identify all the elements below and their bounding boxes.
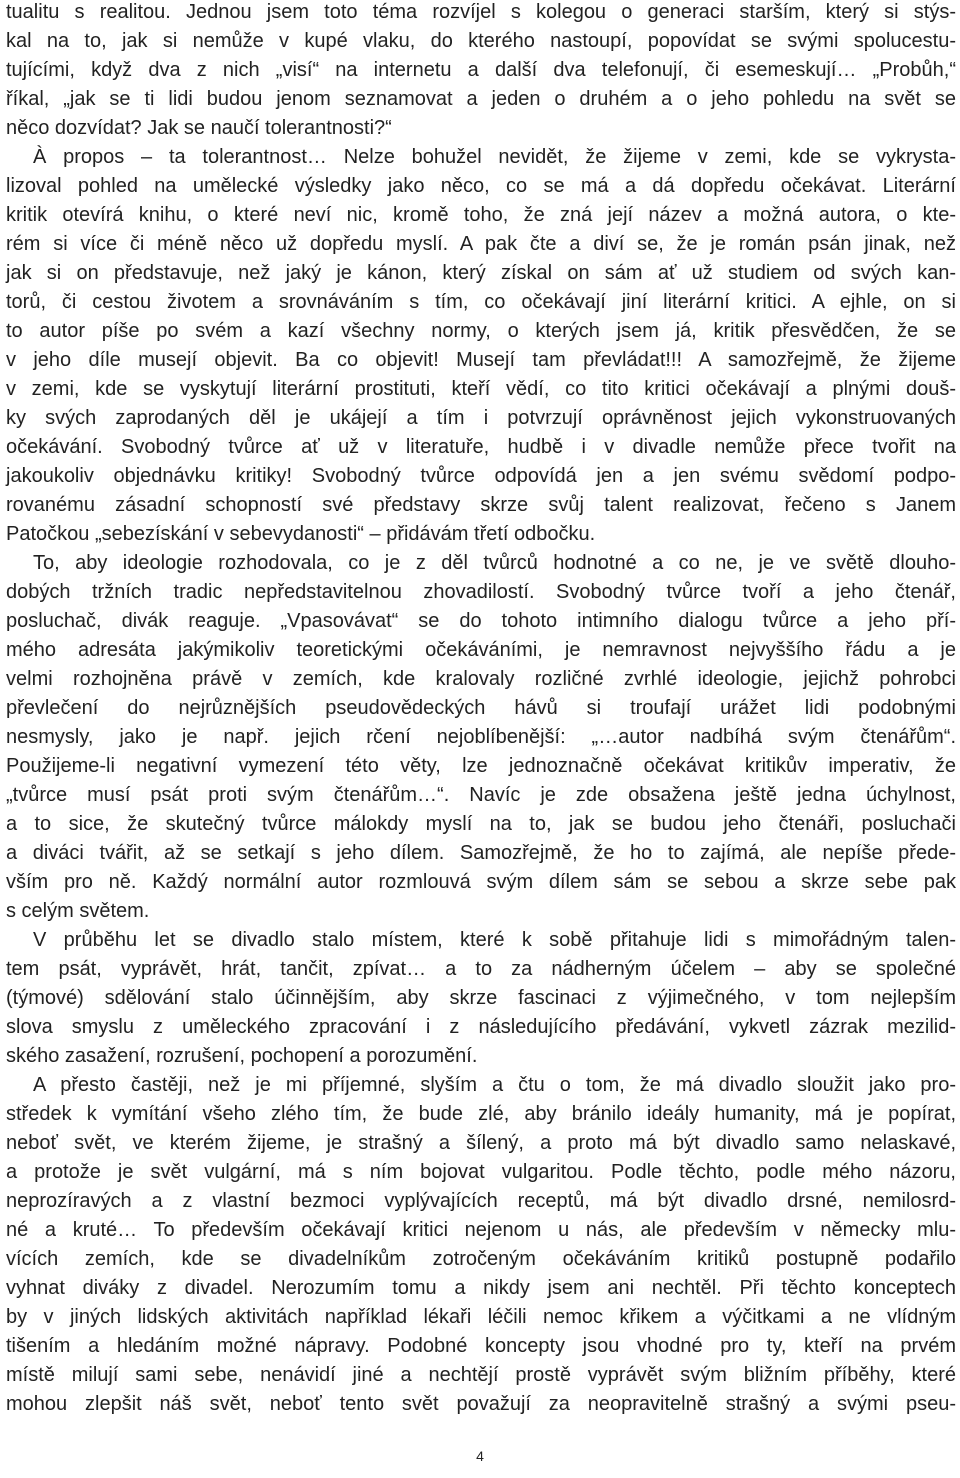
text-line: lizoval pohled na umělecké výsledky jako něco, co se má a dá dopředu očekávat. Literární bbox=[6, 175, 956, 197]
text-line: kritik otevírá knihu, o které neví nic, kromě toho, že zná její název a možná autora, o kte- bbox=[6, 204, 956, 226]
text-line: tišením a hledáním možné nápravy. Podobné koncepty jsou vhodné pro ty, kteří na prvém bbox=[6, 1335, 956, 1357]
text-line: vším pro ně. Každý normální autor rozmlouvá svým dílem sám se sebou a skrze sebe pak bbox=[6, 871, 956, 893]
text-line: tem psát, vyprávět, hrát, tančit, zpívat… a to za nádherným účelem – aby se společné bbox=[6, 958, 956, 980]
text-line: „tvůrce musí psát proti svým čtenářům…“. Navíc je zde obsažena ještě jedna úchylnost, bbox=[6, 784, 956, 806]
text-line: Použijeme-li negativní vymezení této věty, lze jednoznačně očekávat kritikův imperativ, že bbox=[6, 755, 956, 777]
text-line: neboť svět, ve kterém žijeme, je strašný a šílený, a proto má být divadlo samo nelaskavé, bbox=[6, 1132, 956, 1154]
text-line: místě milují sami sebe, nenávidí jiné a nechtějí prostě vyprávět svým bližním příběhy, které bbox=[6, 1364, 956, 1386]
paragraph-first-line: V průběhu let se divadlo stalo místem, které k sobě přitahuje lidi s mimořádným talen- bbox=[33, 929, 956, 951]
text-line: mohou zlepšit náš svět, neboť tento svět považují za neopravitelně strašný a svými pseu- bbox=[6, 1393, 956, 1415]
text-line: s celým světem. bbox=[6, 900, 150, 922]
text-line: slova smyslu z uměleckého zpracování i z následujícího předávání, vykvetl zázrak mezilid- bbox=[6, 1016, 956, 1038]
text-line: Patočkou „sebezískání v sebevydanosti“ – přidávám třetí odbočku. bbox=[6, 523, 596, 545]
text-line: by v jiných lidských aktivitách například lékaři léčili nemoc křikem a výčitkami a ne vlídným bbox=[6, 1306, 956, 1328]
text-line: ského zasažení, rozrušení, pochopení a porozumění. bbox=[6, 1045, 478, 1067]
text-line: a to sice, že skutečný tvůrce málokdy myslí na to, jak se budou jeho čtenáři, posluchači bbox=[6, 813, 956, 835]
text-line: převlečení do nejrůznějších pseudovědeckých hávů si troufají urážet lidi podobnými bbox=[6, 697, 956, 719]
text-line: torů, či cestou životem a srovnáváním s tím, co očekávají jiní literární kritici. A ejhle, on si bbox=[6, 291, 956, 313]
text-line: říkal, „jak se ti lidi budou jenom seznamovat a jeden o druhém a o jeho pohledu na svět se bbox=[6, 88, 956, 110]
text-line: vyhnat diváky z divadel. Nerozumím tomu a nikdy jsem ani nechtěl. Při těchto konceptech bbox=[6, 1277, 956, 1299]
text-line: v jeho díle musejí objevit. Ba co objevit! Musejí tam převládat!!! A samozřejmě, že žijeme bbox=[6, 349, 956, 371]
text-line: a protože je svět vulgární, má s ním bojovat vulgaritou. Podle těchto, podle mého názoru, bbox=[6, 1161, 956, 1183]
text-line: to autor píše po svém a kazí všechny normy, o kterých jsem já, kritik přesvědčen, že se bbox=[6, 320, 956, 342]
text-line: vících zemích, kde se divadelníkům zotročeným očekáváním kritiků postupně podařilo bbox=[6, 1248, 956, 1270]
text-line: posluchač, divák reaguje. „Vpasovávat“ se do tohoto intimního dialogu tvůrce a jeho pří- bbox=[6, 610, 956, 632]
text-line: jak si on představuje, než jaký je kánon, který získal on sám ať už studiem od svých kan- bbox=[6, 262, 956, 284]
paragraph-first-line: À propos – ta tolerantnost… Nelze bohužel nevidět, že žijeme v zemi, kde se vykrysta- bbox=[33, 146, 956, 168]
text-line: velmi rozhojněna právě v zemích, kde kralovaly rozličné zvrhlé ideologie, jejichž pohrobci bbox=[6, 668, 956, 690]
text-line: neprozíravých a z vlastní bezmoci vyplývajících receptů, má být divadlo drsné, nemilosrd- bbox=[6, 1190, 956, 1212]
text-line: né a kruté… To především očekávají kritici nejenom u nás, ale především v německy mlu- bbox=[6, 1219, 956, 1241]
text-line: v zemi, kde se vyskytují literární prostituti, kteří vědí, co tito kritici očekávají a plnými douš- bbox=[6, 378, 956, 400]
text-line: mého adresáta jakýmikoliv teoretickými očekáváními, je nemravnost nejvyššího řádu a je bbox=[6, 639, 956, 661]
text-line: (týmové) sdělování stalo účinnějším, aby skrze fascinaci z výjimečného, v tom nejlepším bbox=[6, 987, 956, 1009]
text-line: tujícími, když dva z nich „visí“ na internetu a další dva telefonují, či esemeskují… „Probůh,“ bbox=[6, 59, 956, 81]
text-line: nesmysly, jako je např. jejich rčení nejoblíbenější: „…autor nadbíhá svým čtenářům“. bbox=[6, 726, 956, 748]
paragraph-first-line: A přesto častěji, než je mi příjemné, slyším a čtu o tom, že má divadlo sloužit jako pro- bbox=[33, 1074, 956, 1096]
text-line: tualitu s realitou. Jednou jsem toto téma rozvíjel s kolegou o generaci starším, který si stýs- bbox=[6, 1, 956, 23]
text-line: ky svých zaprodaných děl je ukájejí a tím i potvrzují oprávněnost jejich vykonstruovaných bbox=[6, 407, 956, 429]
text-line: kal na to, jak si nemůže v kupé vlaku, do kterého nastoupí, popovídat se svými spolucestu- bbox=[6, 30, 956, 52]
text-line: a diváci tvářit, až se setkají s jeho dílem. Samozřejmě, že ho to zajímá, ale nepíše přede- bbox=[6, 842, 956, 864]
page-number: 4 bbox=[476, 1448, 484, 1464]
text-line: středek k vymítání všeho zlého tím, že bude zlé, aby bránilo ideály humanity, má je popírat, bbox=[6, 1103, 956, 1125]
text-line: dobých tržních tradic nepředstavitelnou zhovadilostí. Svobodný tvůrce tvoří a jeho čtenář, bbox=[6, 581, 956, 603]
text-line: očekávání. Svobodný tvůrce ať už v literatuře, hudbě i v divadle nemůže přece tvořit na bbox=[6, 436, 956, 458]
paragraph-first-line: To, aby ideologie rozhodovala, co je z děl tvůrců hodnotné a co ne, je ve světě dlouho- bbox=[33, 552, 956, 574]
text-line: rovanému zásadní schopností své představy skrze svůj talent realizovat, řečeno s Janem bbox=[6, 494, 956, 516]
text-line: rém si více či méně něco už dopředu myslí. A pak čte a diví se, že je román psán jinak, než bbox=[6, 233, 956, 255]
text-line: něco dozvídat? Jak se naučí tolerantnosti?“ bbox=[6, 117, 392, 139]
text-line: jakoukoliv objednávku kritiky! Svobodný tvůrce odpovídá jen a jen svému svědomí podpo- bbox=[6, 465, 956, 487]
